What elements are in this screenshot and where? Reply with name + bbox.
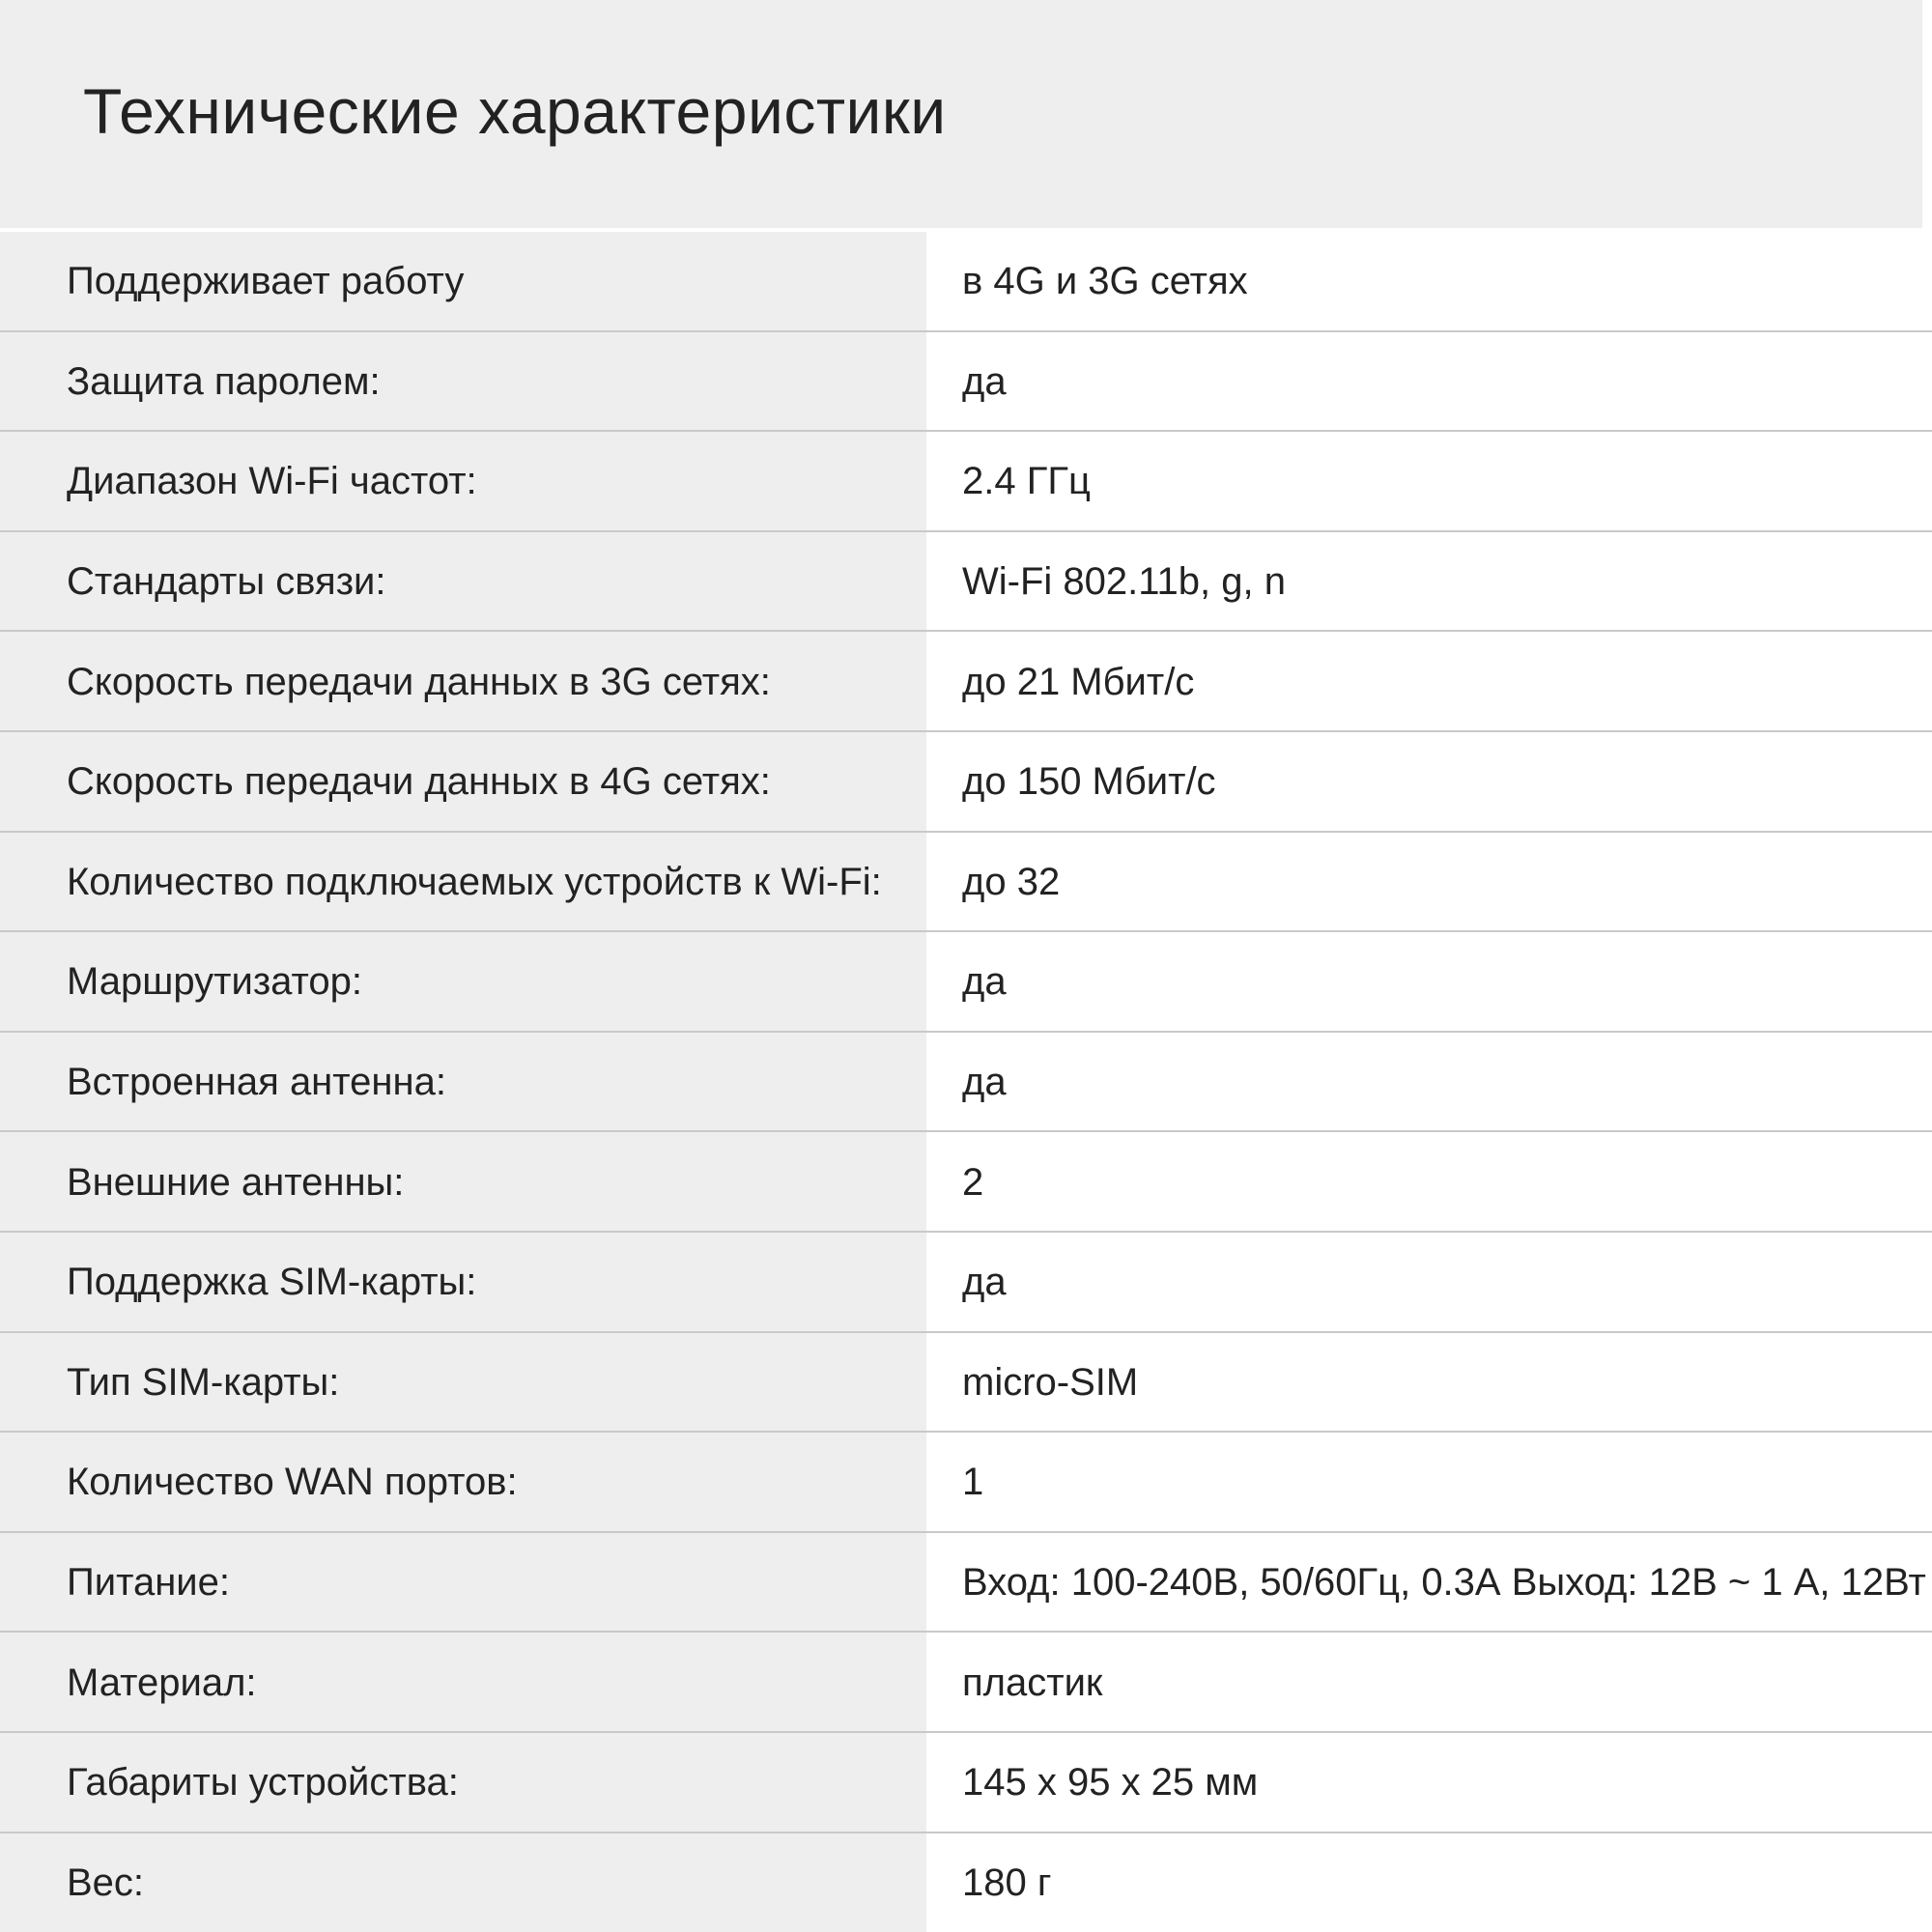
spec-row bbox=[0, 232, 1932, 332]
spec-label: Скорость передачи данных в 3G сетях: bbox=[0, 632, 926, 732]
spec-value: до 32 bbox=[926, 833, 1932, 933]
spec-value: Вход: 100-240В, 50/60Гц, 0.3А Выход: 12В ~ 1 А, 12Вт bbox=[926, 1533, 1932, 1634]
spec-row bbox=[0, 1033, 1932, 1133]
spec-label: Скорость передачи данных в 4G сетях: bbox=[0, 732, 926, 833]
specs-table bbox=[0, 232, 1932, 1932]
spec-label: Маршрутизатор: bbox=[0, 932, 926, 1033]
spec-value: да bbox=[926, 332, 1932, 433]
spec-label: Материал: bbox=[0, 1633, 926, 1733]
spec-row bbox=[0, 833, 1932, 933]
spec-value: да bbox=[926, 1033, 1932, 1133]
spec-row bbox=[0, 532, 1932, 633]
spec-value: 180 г bbox=[926, 1833, 1932, 1932]
spec-value: Wi-Fi 802.11b, g, n bbox=[926, 532, 1932, 633]
spec-label: Стандарты связи: bbox=[0, 532, 926, 633]
spec-label: Количество подключаемых устройств к Wi-Fi: bbox=[0, 833, 926, 933]
spec-value: пластик bbox=[926, 1633, 1932, 1733]
spec-label: Диапазон Wi-Fi частот: bbox=[0, 432, 926, 532]
spec-row bbox=[0, 1233, 1932, 1333]
spec-value: до 21 Мбит/с bbox=[926, 632, 1932, 732]
spec-value: micro-SIM bbox=[926, 1333, 1932, 1434]
spec-label: Встроенная антенна: bbox=[0, 1033, 926, 1133]
spec-row bbox=[0, 1533, 1932, 1634]
spec-row bbox=[0, 1733, 1932, 1833]
spec-row bbox=[0, 1633, 1932, 1733]
spec-label: Питание: bbox=[0, 1533, 926, 1634]
spec-row bbox=[0, 1132, 1932, 1233]
spec-row bbox=[0, 1833, 1932, 1932]
spec-value: да bbox=[926, 1233, 1932, 1333]
spec-value: 1 bbox=[926, 1433, 1932, 1533]
spec-row bbox=[0, 1333, 1932, 1434]
spec-row bbox=[0, 1433, 1932, 1533]
page-header bbox=[0, 0, 1922, 228]
spec-value: 2 bbox=[926, 1132, 1932, 1233]
spec-label: Вес: bbox=[0, 1833, 926, 1932]
spec-value: 2.4 ГГц bbox=[926, 432, 1932, 532]
spec-value: 145 х 95 х 25 мм bbox=[926, 1733, 1932, 1833]
spec-row bbox=[0, 432, 1932, 532]
spec-label: Внешние антенны: bbox=[0, 1132, 926, 1233]
spec-value: да bbox=[926, 932, 1932, 1033]
spec-row bbox=[0, 332, 1932, 433]
spec-label: Тип SIM-карты: bbox=[0, 1333, 926, 1434]
spec-row bbox=[0, 932, 1932, 1033]
spec-value: в 4G и 3G сетях bbox=[926, 232, 1932, 332]
spec-label: Габариты устройства: bbox=[0, 1733, 926, 1833]
page-title: Технические характеристики bbox=[83, 75, 947, 147]
spec-label: Количество WAN портов: bbox=[0, 1433, 926, 1533]
spec-row bbox=[0, 632, 1932, 732]
spec-label: Поддерживает работу bbox=[0, 232, 926, 332]
spec-row bbox=[0, 732, 1932, 833]
spec-value: до 150 Мбит/с bbox=[926, 732, 1932, 833]
spec-label: Защита паролем: bbox=[0, 332, 926, 433]
spec-label: Поддержка SIM-карты: bbox=[0, 1233, 926, 1333]
